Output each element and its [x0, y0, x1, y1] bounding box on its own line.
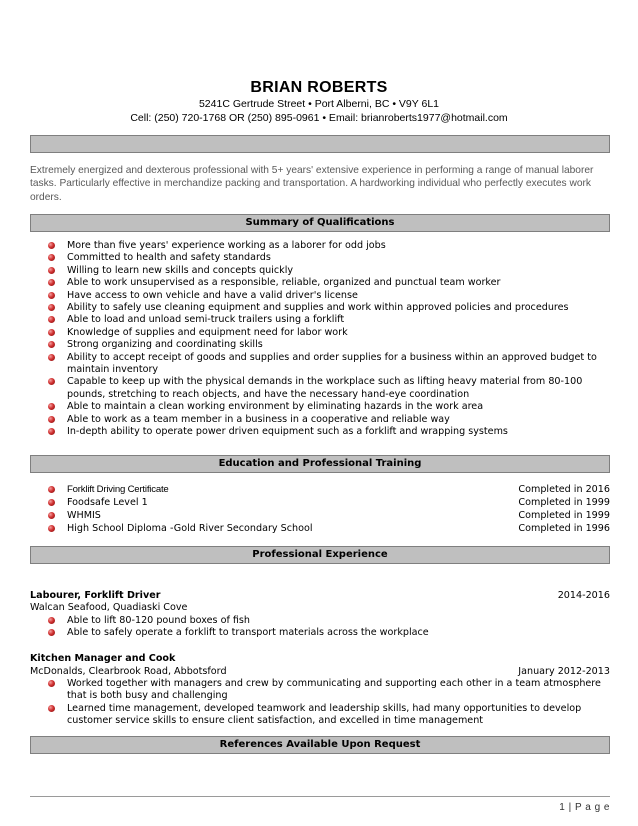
list-item: Learned time management, developed teamwork and leadership skills, had many opportunities to develop customer service skills to ensure client satisfaction, and excelled in time management	[46, 703, 612, 728]
section-heading-education: Education and Professional Training	[30, 455, 610, 473]
education-name: Forklift Driving Certificate	[67, 484, 169, 495]
list-item: Ability to safely use cleaning equipment and supplies and work within approved policies and procedures	[46, 302, 612, 314]
list-item: In-depth ability to operate power driven equipment such as a forklift and wrapping systems	[46, 426, 612, 438]
job-dates: 2014-2016	[557, 590, 610, 601]
list-item: Worked together with managers and crew by communicating and supporting each other in a team atmosphere that is both busy and challenging	[46, 678, 612, 703]
education-row	[46, 484, 610, 496]
education-name: WHMIS	[67, 510, 101, 521]
list-item: Able to safely operate a forklift to transport materials across the workplace	[46, 627, 612, 639]
list-item: More than five years' experience working as a laborer for odd jobs	[46, 240, 612, 252]
education-name: High School Diploma -Gold River Secondary School	[67, 523, 313, 534]
bullet-icon	[48, 525, 55, 532]
bullet-icon	[48, 512, 55, 519]
job-dates: January 2012-2013	[518, 666, 610, 677]
bullet-icon	[48, 279, 55, 286]
candidate-name: BRIAN ROBERTS	[250, 79, 388, 96]
list-item: Willing to learn new skills and concepts quickly	[46, 265, 612, 277]
bullet-icon	[48, 329, 55, 336]
header-divider-bar	[30, 135, 610, 153]
section-heading-experience: Professional Experience	[30, 546, 610, 564]
list-item: Able to work as a team member in a business in a cooperative and reliable way	[46, 414, 612, 426]
bullet-icon	[48, 292, 55, 299]
bullet-icon	[48, 254, 55, 261]
employer: Walcan Seafood, Quadiaski Cove	[30, 602, 188, 613]
section-heading-qualifications: Summary of Qualifications	[30, 214, 610, 232]
education-name: Foodsafe Level 1	[67, 497, 148, 508]
education-date: Completed in 1996	[518, 523, 610, 534]
bullet-icon	[48, 378, 55, 385]
list-item: Able to maintain a clean working environment by eliminating hazards in the work area	[46, 401, 612, 413]
list-item: Able to work unsupervised as a responsible, reliable, organized and punctual team worker	[46, 277, 612, 289]
bullet-icon	[48, 403, 55, 410]
list-item: Able to lift 80-120 pound boxes of fish	[46, 615, 612, 627]
section-heading-references: References Available Upon Request	[30, 736, 610, 754]
bullet-icon	[48, 267, 55, 274]
bullet-icon	[48, 680, 55, 687]
contact-line: Cell: (250) 720-1768 OR (250) 895-0961 • Email: brianroberts1977@hotmail.com	[130, 112, 508, 124]
education-row	[46, 523, 610, 535]
bullet-icon	[48, 428, 55, 435]
list-item: Ability to accept receipt of goods and supplies and order supplies for a business within an approved budget to maintain inventory	[46, 352, 612, 377]
bullet-icon	[48, 316, 55, 323]
footer-rule	[30, 796, 610, 797]
list-item: Committed to health and safety standards	[46, 252, 612, 264]
bullet-icon	[48, 354, 55, 361]
education-date: Completed in 1999	[518, 497, 610, 508]
list-item: Capable to keep up with the physical demands in the workplace such as lifting heavy material from 80-100 pounds, stretching to reach objects, and have the necessary hand-eye coordination	[46, 376, 612, 401]
education-date: Completed in 2016	[518, 484, 610, 495]
list-item: Knowledge of supplies and equipment need for labor work	[46, 327, 612, 339]
employer: McDonalds, Clearbrook Road, Abbotsford January 2012-2013	[30, 666, 610, 677]
bullet-icon	[48, 629, 55, 636]
address-line: 5241C Gertrude Street • Port Alberni, BC • V9Y 6L1	[198, 98, 440, 110]
education-row	[46, 497, 610, 509]
bullet-icon	[48, 617, 55, 624]
job-title: Labourer, Forklift Driver 2014-2016	[30, 590, 610, 601]
page-number: 1 | P a g e	[559, 802, 610, 813]
list-item: Have access to own vehicle and have a valid driver's license	[46, 290, 612, 302]
bullet-icon	[48, 416, 55, 423]
education-row	[46, 510, 610, 522]
education-date: Completed in 1999	[518, 510, 610, 521]
bullet-icon	[48, 499, 55, 506]
bullet-icon	[48, 304, 55, 311]
qualifications-list	[46, 240, 612, 439]
bullet-icon	[48, 242, 55, 249]
list-item: Able to load and unload semi-truck trailers using a forklift	[46, 314, 612, 326]
list-item: Strong organizing and coordinating skills	[46, 339, 612, 351]
job-title: Kitchen Manager and Cook	[30, 653, 176, 664]
profile-summary: Extremely energized and dexterous professional with 5+ years' extensive experience in performing a range of manual laborer tasks. Particularly effective in merchandize packing and transportation. A hardworking individual who perfectly executes work orders.	[30, 165, 594, 203]
bullet-icon	[48, 705, 55, 712]
bullet-icon	[48, 486, 55, 493]
bullet-icon	[48, 341, 55, 348]
duties-list	[46, 678, 612, 728]
duties-list	[46, 615, 612, 640]
